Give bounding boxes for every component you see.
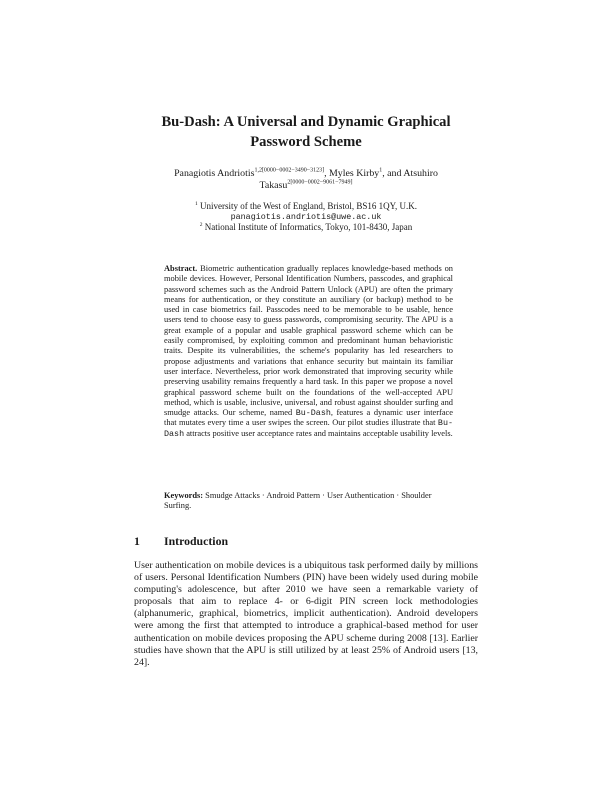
author-separator-2: , and Atsuhiro — [382, 168, 438, 179]
author-sup-3: 2[0000−0002−9061−7949] — [287, 179, 353, 186]
keywords-label: Keywords: — [164, 491, 204, 500]
affiliation-1-text: University of the West of England, Bristol, BS16 1QY, U.K. — [200, 201, 417, 211]
author-name-2: Myles Kirby — [329, 168, 380, 179]
scheme-name-2: Bu-Dash — [164, 418, 453, 439]
author-email: panagiotis.andriotis@uwe.ac.uk — [230, 211, 382, 222]
paper-title — [100, 112, 512, 152]
author-sup-1: 1,2[0000−0002−3490−3123] — [254, 167, 325, 174]
abstract — [164, 264, 453, 439]
author-sup-2: 1 — [379, 167, 383, 174]
affiliation-2-sup: 2 — [199, 222, 203, 229]
section-title: Introduction — [164, 534, 229, 548]
author-separator-1: , — [324, 168, 330, 179]
scheme-name-1: Bu-Dash — [295, 408, 331, 419]
affiliation-1 — [130, 201, 482, 212]
keywords — [164, 491, 453, 512]
abstract-text-2: , features a dynamic user interface that mutates every time a user swipes the screen. Our pilot studies illustrate that — [164, 408, 453, 428]
affiliations — [130, 201, 482, 233]
title-line-2: Password Scheme — [250, 134, 362, 150]
title-line-1: Bu-Dash: A Universal and Dynamic Graphical — [161, 114, 451, 130]
abstract-text-3: attracts positive user acceptance rates and maintains acceptable usability levels. — [184, 428, 453, 438]
author-name-3: Takasu — [259, 180, 288, 191]
keywords-text: Smudge Attacks · Android Pattern · User Authentication · Shoulder Surfing. — [164, 491, 432, 511]
author-name-1: Panagiotis Andriotis — [174, 168, 255, 179]
abstract-text-1: Biometric authentication gradually replaces knowledge-based methods on mobile devices. However, Personal Identification Numbers, passcodes, and graphical password schemes such as the Android Pattern Unlock (APU) are often the primary means for authentication, or they constitute an auxiliary (or backup) method to be used in case biometrics fail. Passcodes need to be memorable to be usable, hence users tend to choose easy to guess passwords, compromising security. The APU is a great example of a popular and usable graphical password scheme which can be easily compromised, by exploiting common and predominant human behavioristic traits. Despite its vulnerabilities, the scheme's popularity has led researchers to propose adjustments and variations that enhance security but maintain its familiar user interface. Nevertheless, prior work demonstrated that improving security while preserving usability remains frequently a hard task. In this paper we propose a novel graphical password scheme built on the foundations of the well-accepted APU method, which is usable, inclusive, universal, and robust against shoulder surfing and smudge attacks. Our scheme, named — [164, 264, 453, 418]
section-number: 1 — [134, 534, 140, 548]
introduction-paragraph: User authentication on mobile devices is a ubiquitous task performed daily by millions of users. Personal Identification Numbers (PIN) have been widely used during mobile computing's adolescence, but after 2010 we have seen a remarkable variety of proposals that aim to replace 4- or 6-digit PIN screen lock methodologies (alphanumeric, graphical, biometrics, implicit authentication). Android developers were among the first that attempted to introduce a graphical-based method for user authentication on mobile devices proposing the APU scheme during 2008 [13]. Earlier studies have shown that the APU is still utilized by at least 25% of Android users [13, 24]. — [134, 560, 478, 668]
affiliation-2 — [130, 222, 482, 233]
author-list — [110, 168, 502, 192]
section-heading-introduction — [134, 534, 478, 549]
affiliation-1-sup: 1 — [195, 201, 198, 207]
abstract-label: Abstract. — [164, 264, 198, 273]
affiliation-2-text: National Institute of Informatics, Tokyo, 101-8430, Japan — [204, 222, 413, 233]
